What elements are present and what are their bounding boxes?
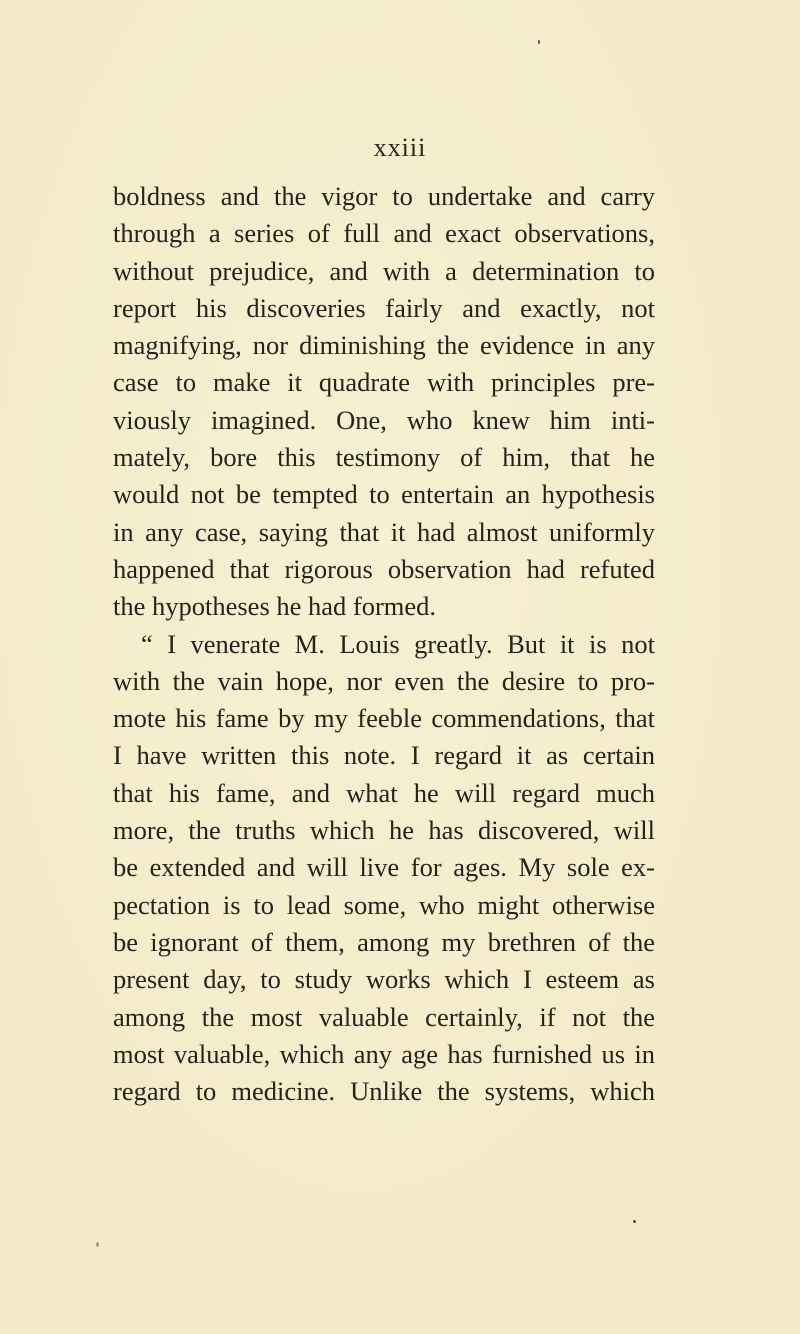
text-line: with the vain hope, nor even the desire to pro- — [113, 665, 655, 696]
text-line: in any case, saying that it had almost uniformly — [113, 516, 655, 547]
text-line: among the most valuable certainly, if not the — [113, 1001, 655, 1032]
text-line: I have written this note. I regard it as certain — [113, 740, 655, 771]
text-line: magnifying, nor diminishing the evidence in any — [113, 330, 655, 361]
text-line: the hypotheses he had formed. — [113, 591, 437, 622]
text-line: through a series of full and exact observations, — [113, 218, 655, 249]
text-line: pectation is to lead some, who might otherwise — [113, 889, 655, 920]
text-line: case to make it quadrate with principles pre- — [113, 367, 655, 398]
page-number: xxiii — [373, 133, 427, 162]
text-line: present day, to study works which I esteem as — [113, 964, 655, 995]
text-line: “ I venerate M. Louis greatly. But it is not — [141, 628, 655, 659]
text-line: boldness and the vigor to undertake and carry — [113, 181, 655, 211]
paper-speck — [538, 40, 540, 44]
text-line: regard to medicine. Unlike the systems, which — [113, 1076, 655, 1107]
body-text — [113, 178, 655, 1110]
text-line: be ignorant of them, among my brethren of the — [113, 926, 655, 957]
text-line: most valuable, which any age has furnished us in — [113, 1038, 655, 1069]
text-line: happened that rigorous observation had refuted — [113, 553, 655, 584]
text-line: without prejudice, and with a determination to — [113, 255, 655, 286]
text-line: mately, bore this testimony of him, that he — [113, 442, 655, 473]
text-line: be extended and will live for ages. My sole ex- — [113, 852, 655, 883]
text-line: that his fame, and what he will regard much — [113, 777, 655, 808]
text-line: more, the truths which he has discovered, will — [113, 815, 655, 846]
paper-speck — [96, 1242, 99, 1247]
text-line: report his discoveries fairly and exactly, not — [113, 292, 655, 323]
text-line: viously imagined. One, who knew him inti- — [113, 404, 655, 435]
text-line: would not be tempted to entertain an hypothesis — [113, 479, 655, 510]
text-line: mote his fame by my feeble commendations, that — [113, 703, 655, 734]
paper-speck — [633, 1220, 636, 1223]
